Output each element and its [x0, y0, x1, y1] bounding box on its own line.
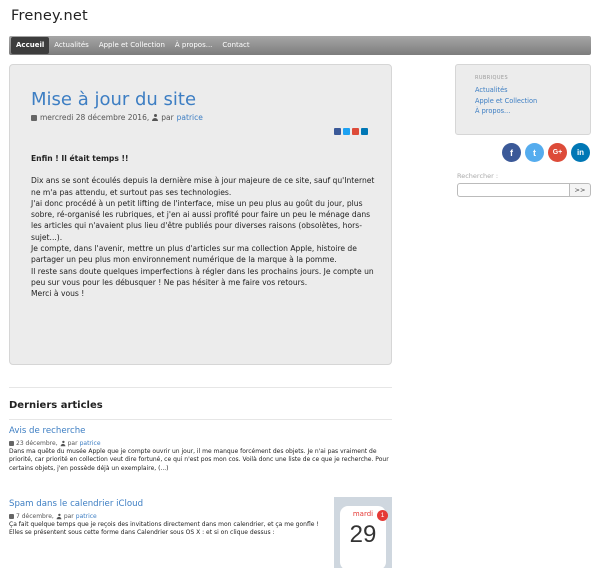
calendar-app-icon	[340, 506, 386, 575]
search-button[interactable]: >>	[570, 183, 591, 197]
article-excerpt: Ça fait quelque temps que je reçois des invitations directement dans mon calendrier, et ça me gonfle ! Elles se présentent sous cette forme dans Calendrier sous OS X : et si on clique dessus :	[9, 521, 319, 537]
user-icon	[152, 114, 158, 121]
post-paragraph: J'ai donc procédé à un petit lifting de l'interface, mise un peu plus au goût du jour, plus sobre, ré-organisé les rubriques, et j'en ai aussi profité pour faire un peu le ménage dans les articles qui n'avaient plus lieu d'être publiés pour diverses raisons (obsolètes, hors-sujet...).	[31, 198, 371, 242]
article-author-link[interactable]: patrice	[79, 440, 101, 447]
article-meta	[9, 513, 327, 520]
twitter-icon[interactable]: t	[525, 143, 544, 162]
site-title[interactable]: Freney.net	[11, 8, 88, 24]
search-label: Rechercher :	[457, 172, 499, 180]
post-paragraph: Il reste sans doute quelques imperfections à régler dans les prochains jours. Je compte un peu sur vous pour les débusquer ! Ne pas hésiter à me faire vos retours.	[31, 266, 374, 287]
nav-item-apple-collection[interactable]: Apple et Collection	[98, 41, 165, 49]
nav-item-a-propos[interactable]: À propos...	[174, 41, 213, 49]
user-icon	[56, 514, 61, 520]
notification-badge: 1	[377, 510, 388, 521]
article-title-link[interactable]: Spam dans le calendrier iCloud	[9, 499, 144, 509]
calendar-icon	[31, 115, 37, 121]
twitter-icon[interactable]	[343, 128, 350, 135]
post-share-icons	[334, 128, 368, 135]
nav-item-accueil[interactable]: Accueil	[11, 37, 49, 54]
post-date: mercredi 28 décembre 2016,	[40, 113, 150, 122]
article-title-link[interactable]: Avis de recherche	[9, 426, 86, 436]
post-body	[31, 153, 376, 300]
sidebar-link-actualites[interactable]: Actualités	[475, 86, 508, 94]
post-lead: Enfin ! Il était temps !!	[31, 154, 129, 163]
facebook-icon[interactable]: f	[502, 143, 521, 162]
sidebar-rubriques	[455, 64, 591, 135]
post-author-link[interactable]: patrice	[176, 113, 203, 122]
search-input[interactable]	[457, 183, 570, 197]
sidebar-heading: RUBRIQUES	[475, 75, 509, 81]
linkedin-icon[interactable]: in	[571, 143, 590, 162]
section-divider	[9, 387, 392, 388]
social-share-row	[502, 143, 590, 162]
calendar-icon	[9, 514, 14, 519]
post-paragraph: Dix ans se sont écoulés depuis la dernière mise à jour majeure de ce site, sauf qu'Internet ne m'a pas attendu, et surtout pas ses technologies.	[31, 176, 375, 197]
main-navbar	[9, 36, 591, 55]
post-title[interactable]: Mise à jour du site	[31, 89, 197, 110]
post-paragraph: Merci à vous !	[31, 289, 85, 299]
nav-item-contact[interactable]: Contact	[222, 41, 250, 49]
calendar-icon	[9, 441, 14, 446]
article-date: 23 décembre,	[16, 440, 58, 447]
article-by: par	[63, 513, 74, 520]
post-panel	[9, 64, 392, 365]
article-by: par	[67, 440, 78, 447]
post-meta	[31, 113, 203, 122]
post-by: par	[161, 113, 174, 122]
section-divider	[9, 419, 392, 420]
linkedin-icon[interactable]	[361, 128, 368, 135]
article-date: 7 décembre,	[16, 513, 54, 520]
facebook-icon[interactable]	[334, 128, 341, 135]
nav-item-actualites[interactable]: Actualités	[54, 41, 89, 49]
googleplus-icon[interactable]: G+	[548, 143, 567, 162]
sidebar-link-apple-collection[interactable]: Apple et Collection	[475, 96, 538, 105]
article-excerpt: Dans ma quête du musée Apple que je compte ouvrir un jour, il me manque forcément des objets. Je n'ai pas vraiment de priorité, car priorité en collection veut dire fortuné, ce qui n'est pos mon cos. Voilà donc une liste de ce que je recherche. Pour certains objets, j'en possède déjà un exemplaire, (...)	[9, 448, 389, 472]
article-item	[9, 499, 327, 538]
sidebar-link-a-propos[interactable]: À propos...	[475, 107, 511, 115]
article-author-link[interactable]: patrice	[75, 513, 97, 520]
latest-articles-heading: Derniers articles	[9, 400, 103, 411]
calendar-day: mardi	[352, 510, 374, 518]
post-paragraph: Je compte, dans l'avenir, mettre un plus d'articles sur ma collection Apple, histoire de partager un peu plus mon environnement numérique de la marque à la pomme.	[31, 244, 357, 265]
article-item	[9, 426, 392, 473]
googleplus-icon[interactable]	[352, 128, 359, 135]
article-meta	[9, 440, 392, 447]
article-thumbnail[interactable]	[334, 497, 392, 575]
calendar-number: 29	[349, 521, 377, 548]
calendar-label: Calendrier	[347, 568, 379, 575]
user-icon	[60, 441, 65, 447]
